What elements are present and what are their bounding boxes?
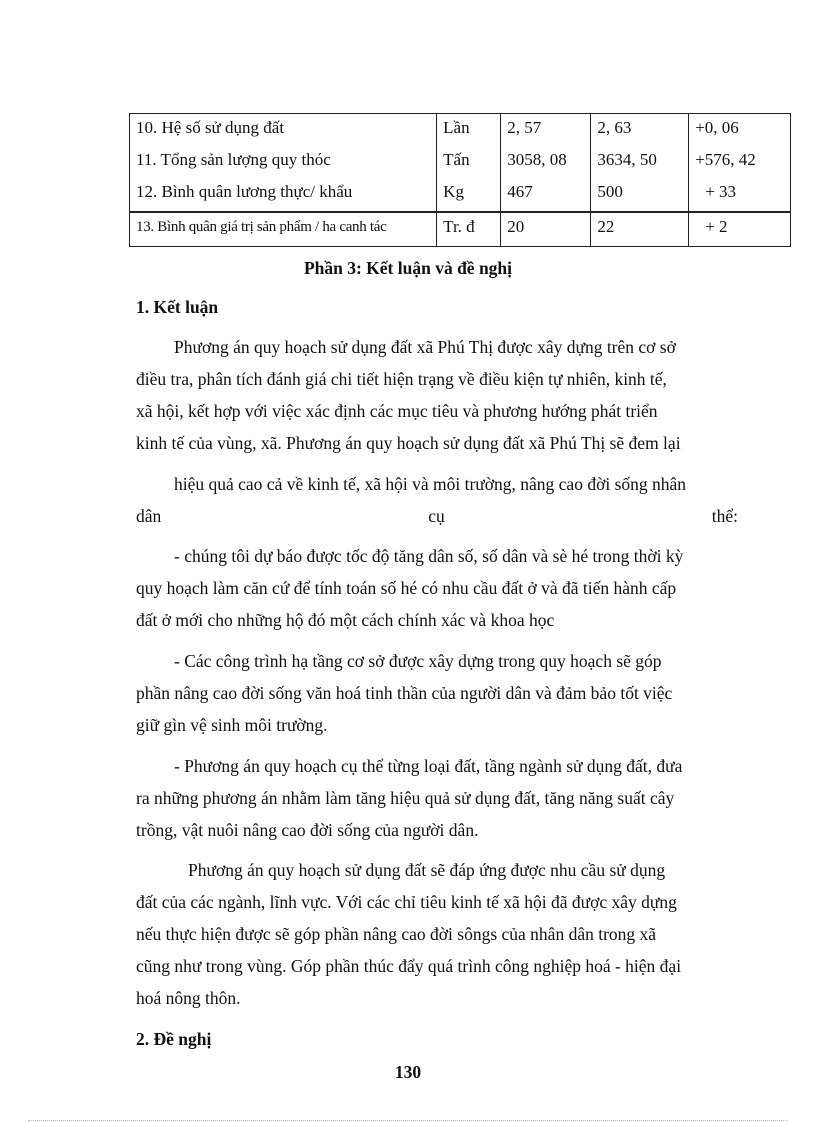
table-cell-diff: + 33 [705, 182, 737, 201]
table-cell-diff: + 2 [689, 212, 791, 247]
paragraph-line: Phương án quy hoạch sử dụng đất sẽ đáp ứng được nhu cầu sử dụng [188, 860, 666, 880]
paragraph-line: phần nâng cao đời sống văn hoá tinh thần của người dân và đảm bảo tốt việc [136, 683, 673, 703]
paragraph-line: giữ gìn vệ sinh môi trường. [136, 715, 328, 735]
table-cell-value: 3058, 08 [507, 150, 567, 169]
table-cell-value: 22 [591, 212, 689, 247]
paragraph-line: quy hoạch làm căn cứ để tính toán số hé có nhu cầu đất ở và đã tiến hành cấp [136, 578, 677, 598]
table-row [130, 212, 791, 247]
table-row-group [130, 114, 791, 213]
paragraph-line: kinh tế của vùng, xã. Phương án quy hoạch sử dụng đất xã Phú Thị sẽ đem lại [136, 433, 681, 453]
unit-column [437, 114, 501, 213]
table-cell-name: 12. Bình quân lương thực/ khẩu [136, 182, 353, 201]
statistics-table [129, 113, 791, 247]
paragraph-line: - Phương án quy hoạch cụ thể từng loại đất, tầng ngành sử dụng đất, đưa [174, 756, 683, 776]
table-cell-value: 2, 57 [507, 118, 542, 137]
paragraph-line: nếu thực hiện được sẽ góp phần nâng cao đời sôngs của nhân dân trong xã [136, 924, 657, 944]
table-cell-unit: Tr. đ [437, 212, 501, 247]
table-cell-value: 500 [597, 182, 623, 201]
paragraph-line: xã hội, kết hợp với việc xác định các mục tiêu và phương hướng phát triển [136, 401, 658, 421]
paragraph-line: - chúng tôi dự báo được tốc độ tăng dân số, số dân và sè hé trong thời kỳ [174, 546, 684, 566]
word: dân [136, 506, 162, 526]
justified-line [136, 506, 738, 526]
value1-column [501, 114, 591, 213]
section-title: Phần 3: Kết luận và đề nghị [303, 258, 513, 278]
word: thể: [711, 506, 738, 526]
table-cell-name: 11. Tổng sản lượng quy thóc [136, 150, 331, 169]
table-cell-unit: Kg [443, 182, 464, 201]
paragraph-line: hoá nông thôn. [136, 988, 241, 1008]
heading-recommendation: 2. Đề nghị [136, 1029, 212, 1049]
paragraph-line: cũng như trong vùng. Góp phần thúc đẩy quá trình công nghiệp hoá - hiện đại [136, 956, 682, 976]
value2-column [591, 114, 689, 213]
table-cell-unit: Tấn [443, 150, 470, 169]
paragraph-line: đất ở mới cho những hộ đó một cách chính xác và khoa học [136, 610, 555, 630]
paragraph-line: trồng, vật nuôi nâng cao đời sống của người dân. [136, 820, 479, 840]
paragraph-line: điều tra, phân tích đánh giá chi tiết hiện trạng về điều kiện tự nhiên, kinh tế, [136, 369, 667, 389]
page-number: 130 [394, 1062, 422, 1082]
table-cell-value: 2, 63 [597, 118, 632, 137]
table-cell-value: 20 [501, 212, 591, 247]
paragraph-line: - Các công trình hạ tầng cơ sở được xây dựng trong quy hoạch sẽ góp [174, 651, 662, 671]
table-cell-value: 467 [507, 182, 533, 201]
diff-column [689, 114, 791, 213]
footer-divider [28, 1120, 788, 1121]
paragraph-line: Phương án quy hoạch sử dụng đất xã Phú Thị được xây dựng trên cơ sở [174, 337, 676, 357]
paragraph-line: đất của các ngành, lĩnh vực. Với các chỉ tiêu kinh tế xã hội đã được xây dựng [136, 892, 677, 912]
table-cell-value: 3634, 50 [597, 150, 657, 169]
heading-conclusion: 1. Kết luận [136, 297, 219, 317]
table-cell-unit: Lần [443, 118, 470, 137]
word: cụ [428, 506, 445, 526]
paragraph-line: ra những phương án nhằm làm tăng hiệu quả sử dụng đất, tăng năng suất cây [136, 788, 675, 808]
table-cell-diff: +576, 42 [695, 150, 756, 169]
paragraph-line: hiệu quả cao cả về kinh tế, xã hội và môi trường, nâng cao đời sống nhân [174, 474, 687, 494]
indicator-column [130, 114, 437, 213]
table-cell-name: 10. Hệ số sử dụng đất [136, 118, 285, 137]
table-cell-diff: +0, 06 [695, 118, 739, 137]
table-cell-name: 13. Bình quân giá trị sản phẩm / ha canh tác [130, 212, 437, 247]
